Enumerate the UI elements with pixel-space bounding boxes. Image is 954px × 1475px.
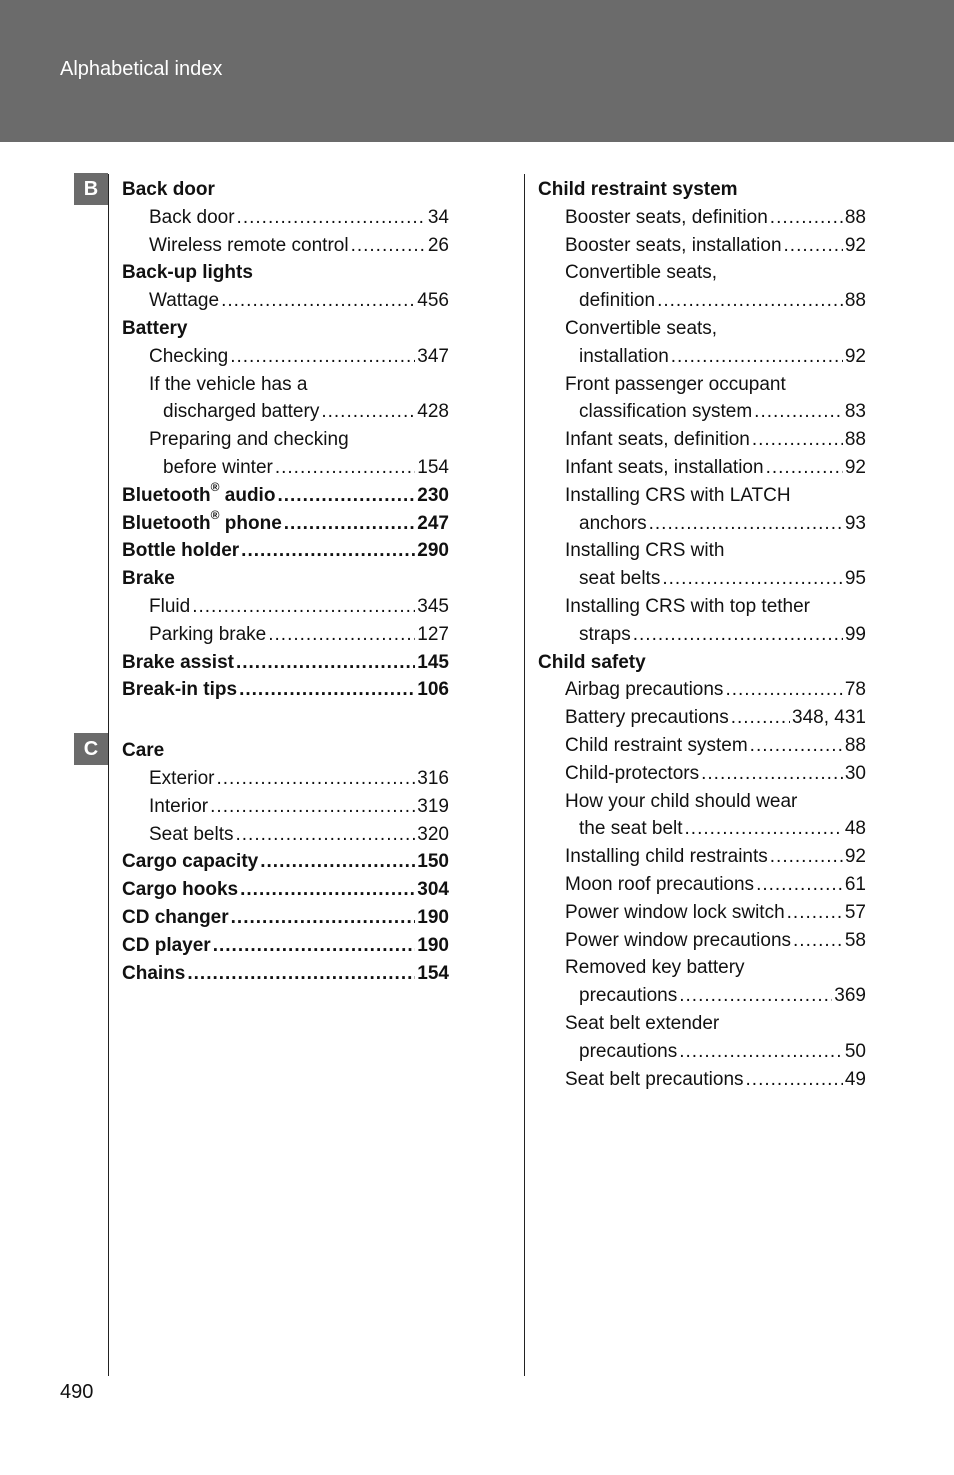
index-sub-entry [538,676,866,704]
index-sub-entry [122,621,449,649]
index-sub-entry [538,760,866,788]
dot-leader [633,621,843,649]
index-sub-entry-continuation [538,815,866,843]
dot-leader [216,765,415,793]
entry-page-ref: 78 [844,679,866,701]
entry-page-ref: 154 [417,962,449,984]
entry-label: Power window precautions [565,929,792,951]
index-sub-entry [538,704,866,732]
entry-page-ref: 154 [417,456,449,478]
index-column-right [538,176,866,1093]
dot-leader [750,732,843,760]
index-sub-entry [538,1066,866,1094]
dot-leader [766,454,843,482]
index-sub-entry [122,593,449,621]
dot-leader [657,287,843,315]
entry-label: Child restraint system [538,179,738,200]
dot-leader [221,287,415,315]
entry-page-ref: 145 [417,651,449,673]
dot-leader [662,565,843,593]
dot-leader [241,537,415,565]
dot-leader [284,510,416,538]
entry-page-ref: 190 [417,934,449,956]
dot-leader [756,871,843,899]
entry-label: How your child should wear [565,790,798,812]
index-sub-entry [538,593,866,621]
page-number: 490 [60,1381,94,1403]
entry-label: Installing CRS with top tether [565,595,811,617]
entry-page-ref: 150 [417,851,449,873]
index-main-entry [122,482,449,510]
dot-leader [731,704,790,732]
entry-page-ref: 83 [844,401,866,423]
header-title: Alphabetical index [60,58,223,80]
index-sub-entry-continuation [122,398,449,426]
center-divider-line [524,174,525,1376]
index-main-entry [122,176,449,204]
entry-label: Break-in tips [122,679,238,701]
entry-page-ref: 57 [844,901,866,923]
index-sub-entry-continuation [538,565,866,593]
entry-label: the seat belt [579,818,683,840]
index-main-entry [122,932,449,960]
entry-label: Back-up lights [122,262,253,284]
section-gap [122,704,449,737]
index-sub-entry-continuation [538,982,866,1010]
entry-page-ref: 49 [844,1068,866,1090]
index-sub-entry [122,426,449,454]
index-sub-entry [538,1010,866,1038]
index-sub-entry [538,788,866,816]
dot-leader [275,454,415,482]
index-sub-entry [122,232,449,260]
entry-label: Fluid [149,595,191,617]
index-main-entry [538,649,866,677]
entry-label: Back door [122,179,215,200]
index-sub-entry-continuation [538,287,866,315]
entry-page-ref: 347 [417,345,449,367]
entry-label: Brake [122,568,175,590]
entry-label: Bottle holder [122,540,240,562]
entry-label: Chains [122,962,186,984]
registered-mark: ® [210,508,220,523]
dot-leader [187,960,415,988]
dot-leader [770,843,843,871]
index-sub-entry-continuation [538,510,866,538]
index-sub-entry [122,821,449,849]
index-main-entry [122,737,449,765]
index-main-entry [122,848,449,876]
index-sub-entry [538,454,866,482]
entry-page-ref: 88 [844,290,866,312]
entry-page-ref: 92 [844,234,866,256]
entry-page-ref: 95 [844,568,866,590]
index-sub-entry [122,204,449,232]
entry-label: Wireless remote control [149,234,349,256]
dot-leader [679,982,832,1010]
index-sub-entry [538,843,866,871]
entry-page-ref: 290 [417,540,449,562]
entry-page-ref: 92 [844,456,866,478]
index-main-entry [122,960,449,988]
entry-label: anchors [579,512,647,534]
index-main-entry [122,649,449,677]
entry-label: Preparing and checking [149,429,349,451]
entry-label: Installing CRS with LATCH [565,484,791,506]
entry-label: Parking brake [149,623,267,645]
entry-label: installation [579,345,669,367]
entry-label: Care [122,740,165,762]
index-sub-entry [538,315,866,343]
index-sub-entry [122,765,449,793]
entry-page-ref: 99 [844,623,866,645]
index-sub-entry [538,426,866,454]
entry-label: Airbag precautions [565,679,724,701]
entry-label: Seat belt extender [565,1012,720,1034]
dot-leader [685,815,843,843]
entry-label: precautions [579,985,678,1007]
dot-leader [236,649,415,677]
entry-page-ref: 48 [844,818,866,840]
entry-label: definition [579,290,656,312]
entry-page-ref: 320 [417,823,449,845]
entry-page-ref: 319 [417,795,449,817]
dot-leader [237,204,426,232]
entry-label: Removed key battery [565,957,745,979]
index-main-entry [122,537,449,565]
index-sub-entry [122,343,449,371]
index-sub-entry [122,287,449,315]
entry-label: Installing child restraints [565,846,768,868]
entry-page-ref: 61 [844,873,866,895]
dot-leader [679,1038,843,1066]
entry-label: Power window lock switch [565,901,785,923]
entry-label: Convertible seats, [565,262,718,284]
index-main-entry [122,876,449,904]
section-tab-b: B [74,173,108,205]
dot-leader [260,848,415,876]
dot-leader [240,876,415,904]
entry-page-ref: 106 [417,679,449,701]
dot-leader [671,343,843,371]
entry-page-ref: 345 [417,595,449,617]
entry-label: Battery precautions [565,707,729,729]
entry-page-ref: 247 [417,512,449,534]
section-tab-c: C [74,733,108,765]
entry-label: Front passenger occupant [565,373,786,395]
entry-label: Child safety [538,651,646,673]
dot-leader [787,899,843,927]
dot-leader [230,343,415,371]
entry-page-ref: 26 [427,234,449,256]
entry-label: Infant seats, installation [565,456,764,478]
index-sub-entry [122,371,449,399]
dot-leader [701,760,843,788]
entry-label: Booster seats, definition [565,206,768,228]
entry-label: Seat belts [149,823,234,845]
entry-label: Booster seats, installation [565,234,782,256]
dot-leader [321,398,415,426]
index-sub-entry [538,954,866,982]
entry-label: Bluetooth® audio [122,480,276,506]
index-main-entry [122,565,449,593]
entry-label: Back door [149,206,235,228]
entry-label: Child restraint system [565,734,748,756]
entry-page-ref: 428 [417,401,449,423]
index-sub-entry [122,793,449,821]
dot-leader [192,593,415,621]
dot-leader [793,927,843,955]
entry-page-ref: 58 [844,929,866,951]
dot-leader [210,793,415,821]
index-sub-entry-continuation [122,454,449,482]
entry-page-ref: 127 [417,623,449,645]
dot-leader [213,932,416,960]
entry-page-ref: 92 [844,846,866,868]
index-sub-entry [538,371,866,399]
entry-page-ref: 50 [844,1040,866,1062]
entry-page-ref: 92 [844,345,866,367]
entry-label: Installing CRS with [565,540,725,562]
entry-page-ref: 88 [844,206,866,228]
entry-label: Convertible seats, [565,317,718,339]
entry-page-ref: 348, 431 [792,707,866,729]
entry-page-ref: 88 [844,734,866,756]
entry-label: Checking [149,345,229,367]
dot-leader [784,232,843,260]
index-sub-entry [538,927,866,955]
dot-leader [239,676,415,704]
index-sub-entry-continuation [538,343,866,371]
index-sub-entry [538,871,866,899]
entry-page-ref: 369 [834,985,866,1007]
entry-label: Cargo capacity [122,851,259,873]
left-divider-line [108,174,109,1376]
index-sub-entry-continuation [538,621,866,649]
index-sub-entry [538,259,866,287]
dot-leader [752,426,843,454]
dot-leader [268,621,415,649]
entry-label: discharged battery [163,401,320,423]
index-main-entry [538,176,866,204]
entry-label: straps [579,623,631,645]
entry-label: Wattage [149,290,220,312]
dot-leader [236,821,416,849]
entry-page-ref: 304 [417,879,449,901]
dot-leader [277,482,415,510]
dot-leader [725,676,842,704]
index-main-entry [122,510,449,538]
entry-label: Exterior [149,767,215,789]
entry-label: CD player [122,934,211,956]
index-sub-entry [538,899,866,927]
dot-leader [754,398,843,426]
entry-label: before winter [163,456,273,478]
registered-mark: ® [210,480,220,495]
entry-page-ref: 190 [417,906,449,928]
entry-label: Child-protectors [565,762,700,784]
entry-label: Brake assist [122,651,234,673]
page-header [0,0,954,142]
entry-page-ref: 34 [427,206,449,228]
index-main-entry [122,904,449,932]
index-sub-entry-continuation [538,1038,866,1066]
entry-label: Moon roof precautions [565,873,755,895]
entry-label: classification system [579,401,753,423]
index-main-entry [122,676,449,704]
index-sub-entry-continuation [538,398,866,426]
entry-label: Infant seats, definition [565,429,750,451]
dot-leader [746,1066,843,1094]
index-main-entry [122,315,449,343]
entry-page-ref: 30 [844,762,866,784]
dot-leader [649,510,843,538]
entry-label: CD changer [122,906,229,928]
dot-leader [231,904,416,932]
index-sub-entry [538,537,866,565]
entry-page-ref: 230 [417,484,449,506]
index-column-left [122,176,449,987]
entry-label: Bluetooth® phone [122,508,282,534]
index-sub-entry [538,732,866,760]
entry-label: Interior [149,795,209,817]
index-sub-entry [538,204,866,232]
entry-label: precautions [579,1040,678,1062]
entry-label: If the vehicle has a [149,373,308,395]
index-sub-entry [538,482,866,510]
dot-leader [770,204,843,232]
index-sub-entry [538,232,866,260]
entry-label: Cargo hooks [122,879,239,901]
entry-label: seat belts [579,568,661,590]
entry-page-ref: 456 [417,290,449,312]
dot-leader [351,232,426,260]
entry-page-ref: 88 [844,429,866,451]
entry-label: Battery [122,317,188,339]
entry-page-ref: 316 [417,767,449,789]
entry-page-ref: 93 [844,512,866,534]
entry-label: Seat belt precautions [565,1068,744,1090]
index-main-entry [122,259,449,287]
